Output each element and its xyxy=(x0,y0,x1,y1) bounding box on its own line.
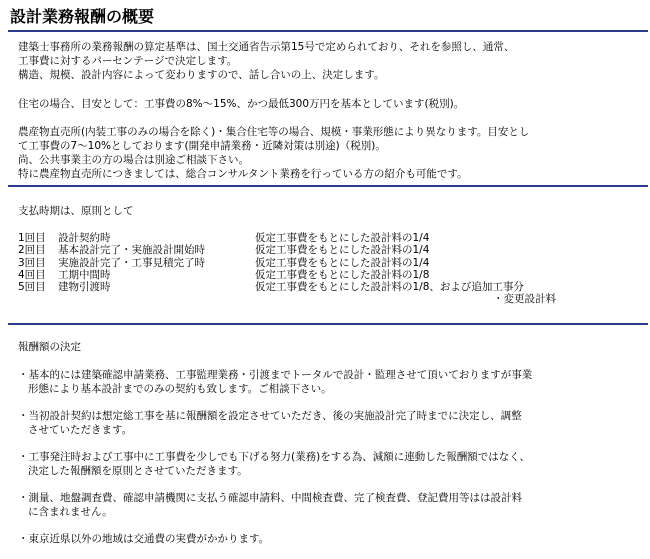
payment-number: 3回目 xyxy=(18,256,46,269)
payment-number: 1回目 xyxy=(18,232,46,245)
decision-bullet xyxy=(18,450,643,478)
payment-heading: 支払時期は、原則として xyxy=(18,205,134,217)
bullet-line: ・当初設計契約は想定総工事を基に報酬額を設定させていただき、後の実施設計完了時までに決定し、調整 xyxy=(18,410,522,423)
payment-stage: 実施設計完了・工事見積完了時 xyxy=(58,256,205,269)
overview-text-line: て工事費の7～10%としております(開発申請業務・近隣対策は別途)（税別)。 xyxy=(18,140,386,153)
bullet-line: させていただきます。 xyxy=(28,424,133,437)
overview-text-line: 特に農産物直売所につきましては、総合コンサルタント業務を行っている方の紹介も可能です。 xyxy=(18,168,468,181)
bullet-line: に含まれません。 xyxy=(28,506,113,519)
payment-continuation xyxy=(18,292,643,305)
payment-fee: 仮定工事費をもとにした設計料の1/4 xyxy=(255,232,430,245)
payment-row xyxy=(18,256,643,268)
overview-section xyxy=(18,40,643,182)
bullet-line: ・工事発注時および工事中に工事費を少しでも下げる努力(業務)をする為、減額に連動した報酬額ではなく、 xyxy=(18,451,530,464)
decision-bullet xyxy=(18,491,643,519)
payment-fee: 仮定工事費をもとにした設計料の1/4 xyxy=(255,256,430,269)
overview-text-line: 構造、規模、設計内容によって変わりますので、話し合いの上、決定します。 xyxy=(18,69,385,82)
title-bar xyxy=(8,6,648,32)
bullet-line: 形態により基本設計までのみの契約も致します。ご相談下さい。 xyxy=(28,383,332,396)
decision-section xyxy=(18,340,643,559)
section-divider xyxy=(8,185,648,187)
payment-stage: 設計契約時 xyxy=(58,232,111,245)
payment-stage: 基本設計完了・実施設計開始時 xyxy=(58,244,205,257)
section-divider xyxy=(8,323,648,325)
payment-fee: 仮定工事費をもとにした設計料の1/8 xyxy=(255,268,430,281)
payment-stage: 工期中間時 xyxy=(58,268,111,281)
page-title: 設計業務報酬の概要 xyxy=(10,7,155,26)
overview-text-line: 住宅の場合、目安として：工事費の8%～15%、かつ最低300万円を基本としています(税別)。 xyxy=(18,97,465,110)
payment-row xyxy=(18,268,643,280)
overview-text-line: 尚、公共事業主の方の場合は別途ご相談下さい。 xyxy=(18,154,249,167)
payment-fee: 仮定工事費をもとにした設計料の1/4 xyxy=(255,244,430,257)
decision-heading: 報酬額の決定 xyxy=(18,341,81,353)
decision-bullet xyxy=(18,368,643,396)
payment-row xyxy=(18,280,643,292)
payment-row xyxy=(18,231,643,243)
overview-text-line: 建築士事務所の業務報酬の算定基準は、国土交通省告示第15号で定められており、それを参照し、通常、 xyxy=(18,41,515,53)
payment-section xyxy=(18,204,643,305)
bullet-line: ・測量、地盤調査費、確認申請機関に支払う確認申請料、中間検査費、完了検査費、登記費用等はは設計料 xyxy=(18,491,522,504)
decision-bullet xyxy=(18,532,643,546)
payment-number: 5回目 xyxy=(18,280,46,293)
payment-continuation-text: ・変更設計料 xyxy=(493,293,556,306)
payment-number: 4回目 xyxy=(18,268,46,281)
bullet-line: 決定した報酬額を原則とさせていただきます。 xyxy=(28,465,248,478)
payment-row xyxy=(18,243,643,255)
bullet-line: ・基本的には建築確認申請業務、工事監理業務・引渡までトータルで設計・監理させて頂いておりますが事業 xyxy=(18,369,533,382)
overview-text-line: 工事費に対するパーセンテージで決定します。 xyxy=(18,55,238,68)
payment-fee: 仮定工事費をもとにした設計料の1/8、および追加工事分 xyxy=(255,280,524,293)
overview-text-line: 農産物直売所(内装工事のみの場合を除く)・集合住宅等の場合、規模・事業形態により異なります。目安とし xyxy=(18,125,530,138)
bullet-line: ・東京近県以外の地域は交通費の実費がかかります。 xyxy=(18,532,270,545)
payment-stage: 建物引渡時 xyxy=(58,280,111,293)
payment-number: 2回目 xyxy=(18,244,46,257)
decision-bullet xyxy=(18,409,643,437)
